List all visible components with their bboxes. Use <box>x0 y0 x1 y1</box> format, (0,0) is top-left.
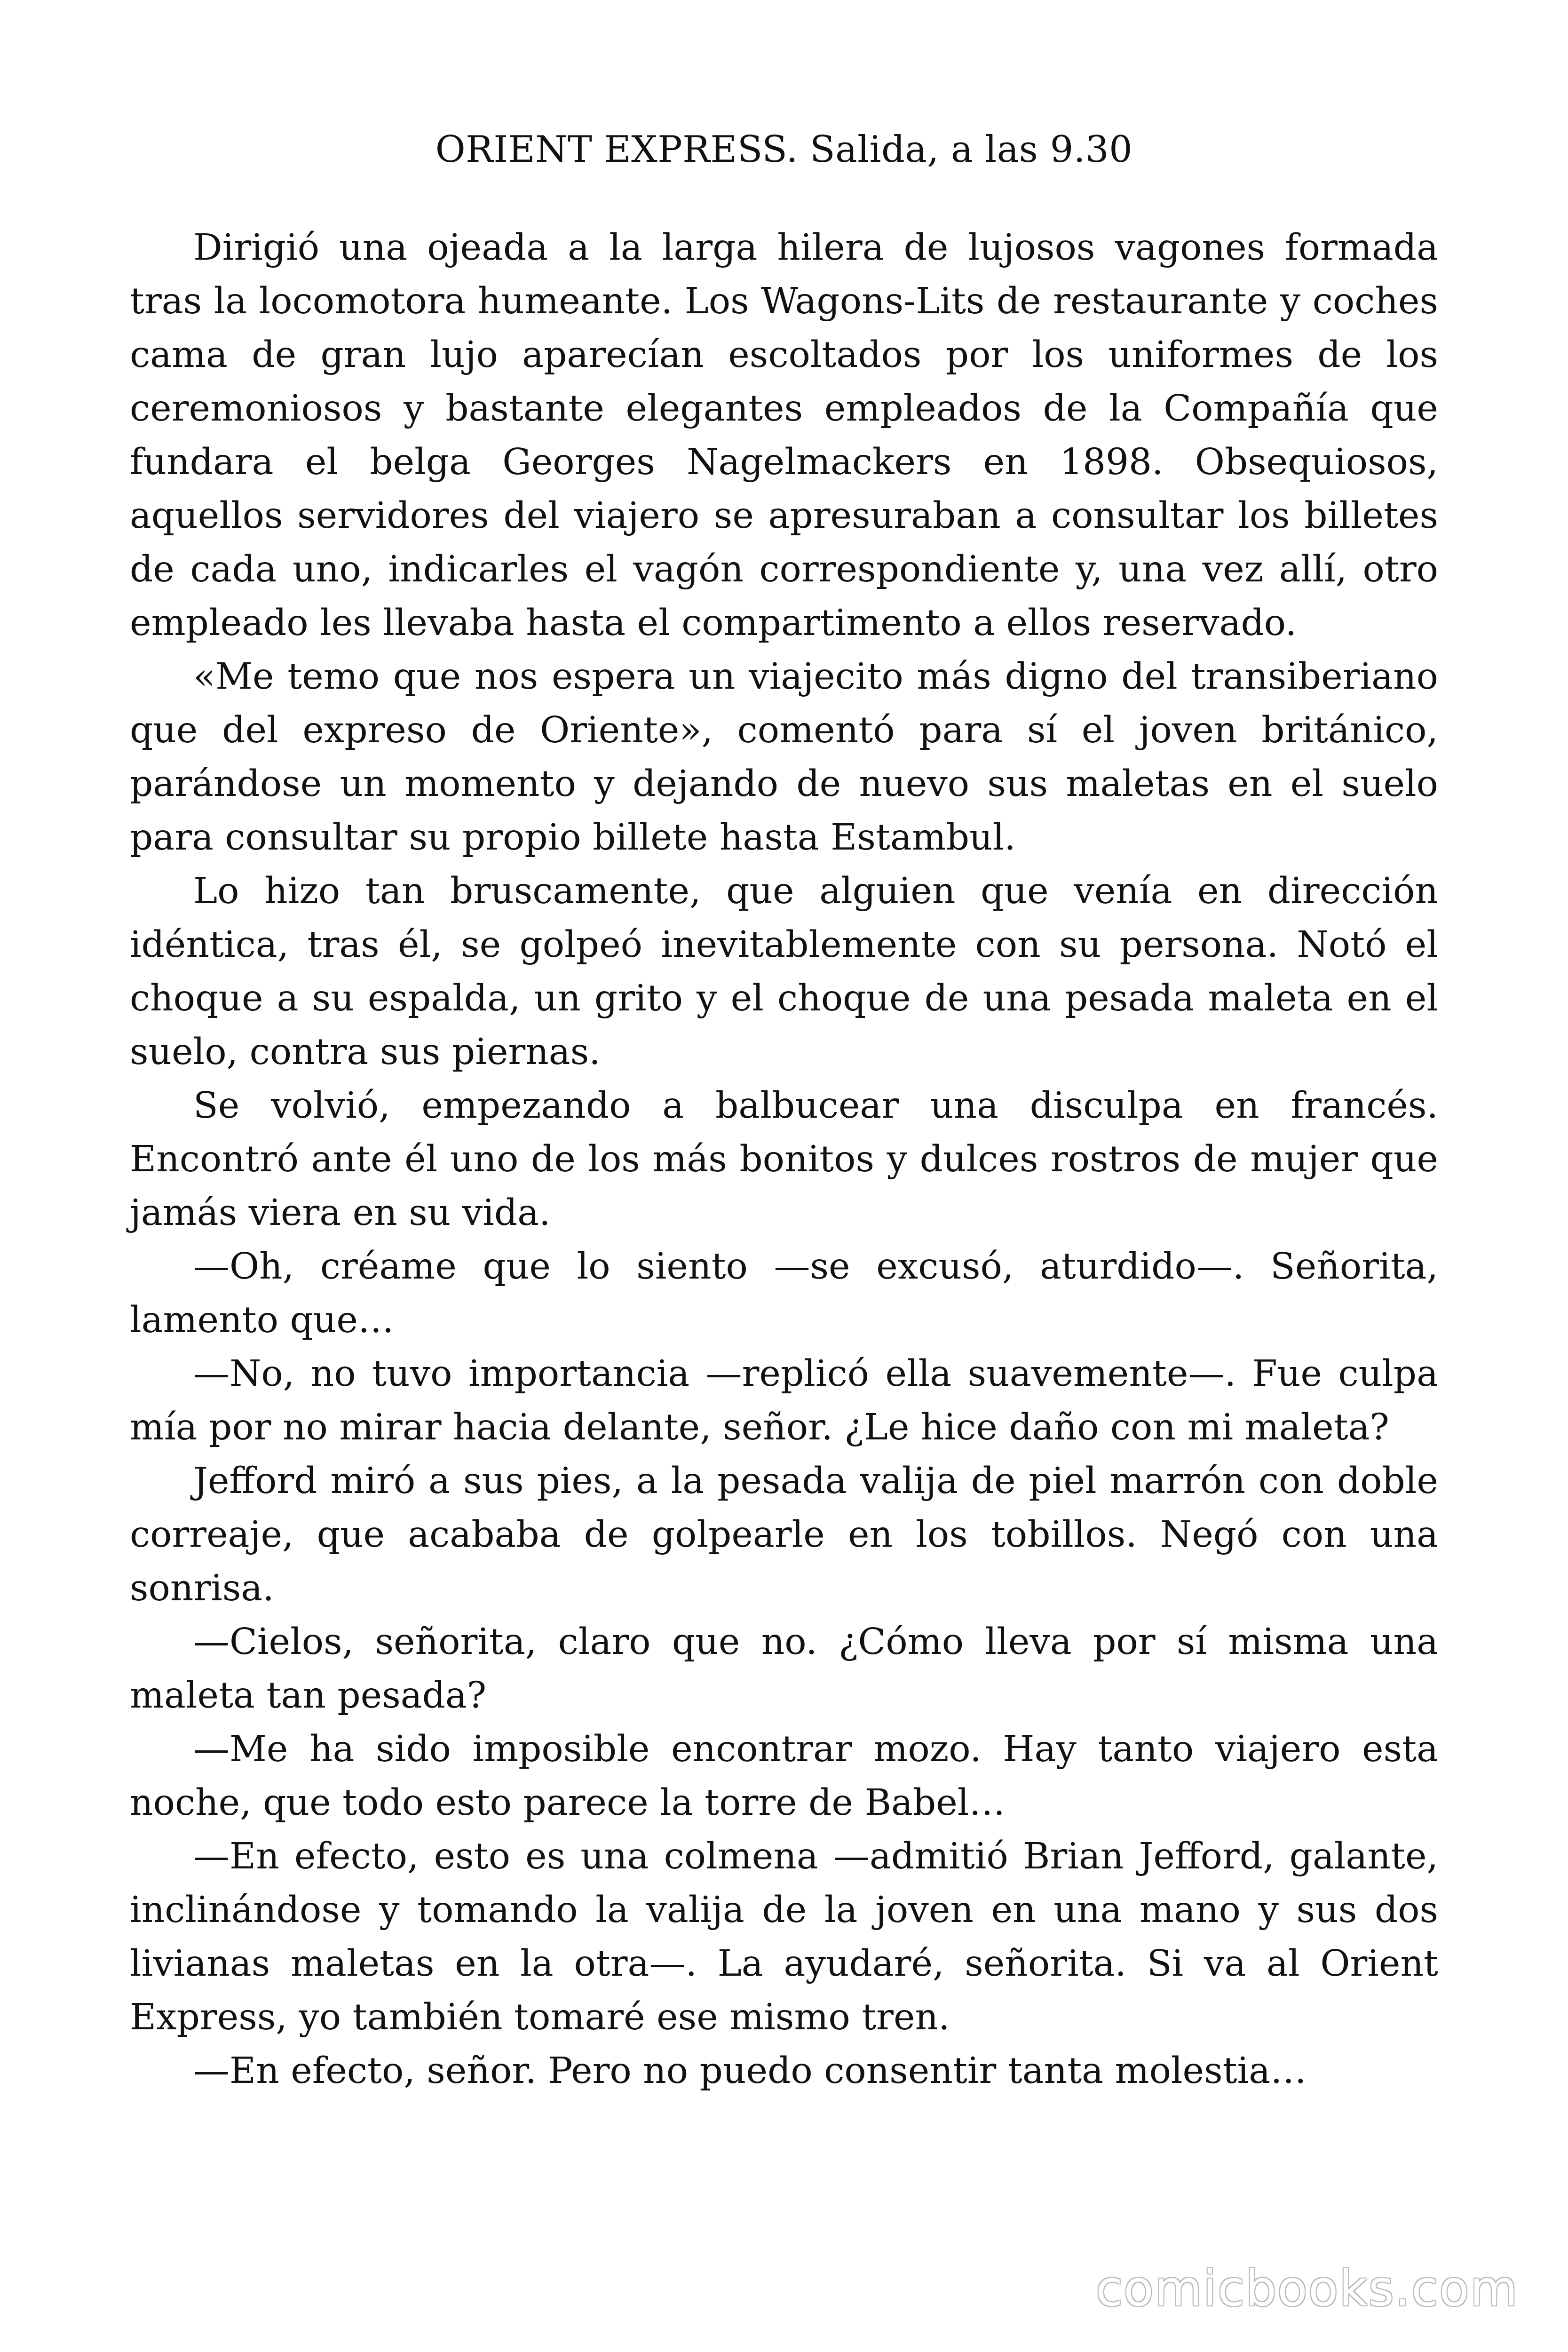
paragraph: —En efecto, esto es una colmena —admitió Brian Jefford, galante, inclinándose y tomando la valija de la joven en una mano y sus dos livianas maletas en la otra—. La ayudaré, señorita. Si va al Orient Express, yo también tomaré ese mismo tren. <box>130 1836 1438 2038</box>
paragraph: —Cielos, señorita, claro que no. ¿Cómo lleva por sí misma una maleta tan pesada? <box>130 1621 1438 1716</box>
paragraph: «Me temo que nos espera un viajecito más digno del transiberiano que del expreso de Oriente», comentó para sí el joven británico, parándose un momento y dejando de nuevo sus maletas en el suelo para consultar su propio billete hasta Estambul. <box>130 656 1438 858</box>
paragraph: Jefford miró a sus pies, a la pesada valija de piel marrón con doble correaje, que acababa de golpearle en los tobillos. Negó con una sonrisa. <box>130 1460 1438 1609</box>
paragraph: —Oh, créame que lo siento —se excusó, aturdido—. Señorita, lamento que… <box>130 1246 1438 1341</box>
paragraph: —Me ha sido imposible encontrar mozo. Hay tanto viajero esta noche, que todo esto parece la torre de Babel… <box>130 1728 1438 1824</box>
paragraph: Dirigió una ojeada a la larga hilera de lujosos vagones formada tras la locomotora humeante. Los Wagons-Lits de restaurante y coches cama de gran lujo aparecían escoltados por los uniformes de los ceremoniosos y bastante elegantes empleados de la Compañía que fundara el belga Georges Nagelmackers en 1898. Obsequiosos, aquellos servidores del viajero se apresuraban a consultar los billetes de cada uno, indicarles el vagón correspondiente y, una vez allí, otro empleado les llevaba hasta el compartimento a ellos reservado. <box>130 227 1438 644</box>
paragraph: Se volvió, empezando a balbucear una disculpa en francés. Encontró ante él uno de los más bonitos y dulces rostros de mujer que jamás viera en su vida. <box>130 1085 1438 1234</box>
site-watermark: comicbooks.com <box>1095 2260 1519 2317</box>
paragraph: —No, no tuvo importancia —replicó ella suavemente—. Fue culpa mía por no mirar hacia delante, señor. ¿Le hice daño con mi maleta? <box>130 1353 1438 1448</box>
paragraph: Lo hizo tan bruscamente, que alguien que venía en dirección idéntica, tras él, se golpeó inevitablemente con su persona. Notó el choque a su espalda, un grito y el choque de una pesada maleta en el suelo, contra sus piernas. <box>130 870 1438 1073</box>
section-heading: ORIENT EXPRESS. Salida, a las 9.30 <box>435 128 1133 171</box>
paragraph: —En efecto, señor. Pero no puedo consentir tanta molestia… <box>193 2050 1307 2092</box>
body-text <box>130 221 1438 2098</box>
